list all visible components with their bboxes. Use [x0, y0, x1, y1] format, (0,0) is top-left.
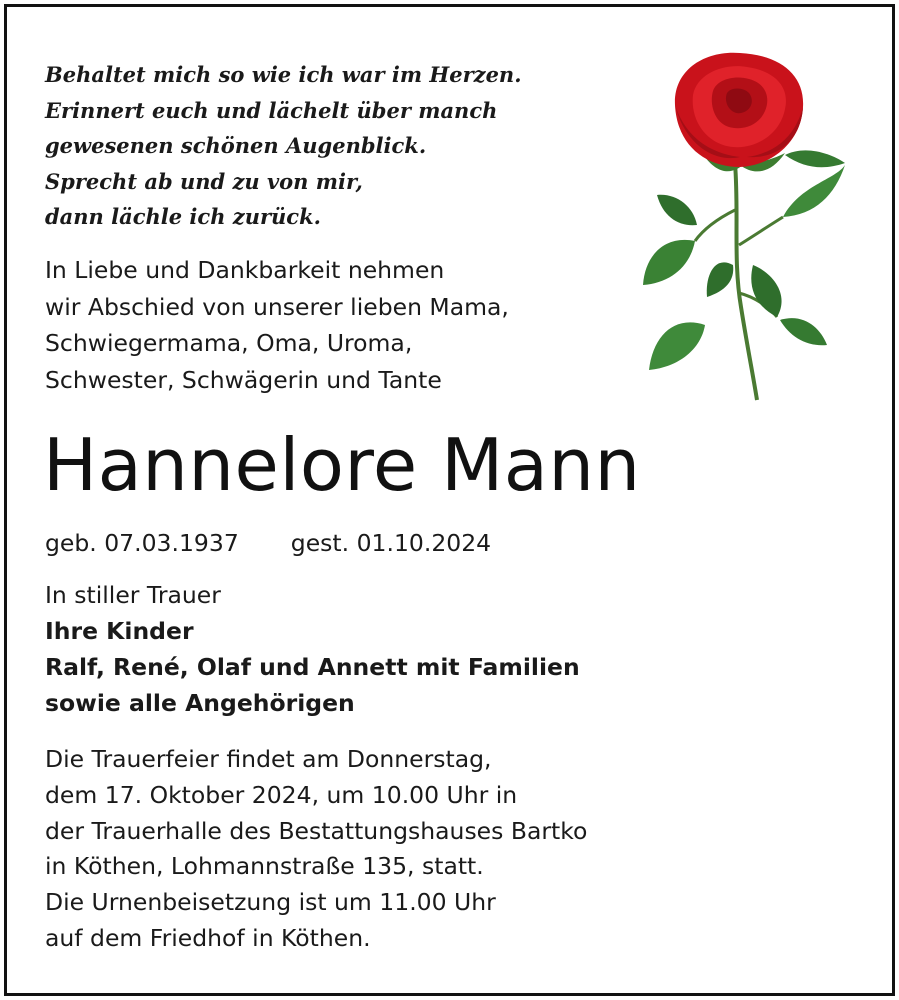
- mourner-line: sowie alle Angehörigen: [45, 689, 355, 717]
- poem-line: gewesenen schönen Augenblick.: [45, 133, 427, 158]
- life-dates: [45, 525, 491, 561]
- service-line: Die Trauerfeier findet am Donnerstag,: [45, 745, 492, 773]
- service-line: dem 17. Oktober 2024, um 10.00 Uhr in: [45, 780, 518, 809]
- poem-line: Erinnert euch und lächelt über manch: [45, 97, 498, 123]
- service-line: Die Urnenbeisetzung ist um 11.00 Uhr: [45, 888, 496, 917]
- service-line: in Köthen, Lohmannstraße 135, statt.: [45, 852, 484, 881]
- poem-line: Behaltet mich so wie ich war im Herzen.: [45, 62, 522, 87]
- memorial-poem: [45, 57, 645, 235]
- poem-line: dann lächle ich zurück.: [45, 204, 321, 229]
- mourners-block: [45, 577, 845, 721]
- intro-line: In Liebe und Dankbarkeit nehmen: [45, 256, 445, 284]
- deceased-name: Hannelore Mann: [43, 423, 641, 507]
- service-line: auf dem Friedhof in Köthen.: [45, 923, 371, 952]
- farewell-intro: [45, 252, 645, 398]
- obituary-card: [4, 4, 895, 996]
- intro-line: Schwiegermama, Oma, Uroma,: [45, 329, 413, 357]
- service-details: [45, 742, 845, 957]
- service-line: der Trauerhalle des Bestattungshauses Bartko: [45, 816, 588, 845]
- poem-line: Sprecht ab und zu von mir,: [45, 168, 363, 194]
- mourning-phrase: In stiller Trauer: [45, 581, 221, 609]
- mourner-line: Ihre Kinder: [45, 617, 194, 645]
- intro-line: Schwester, Schwägerin und Tante: [45, 365, 442, 394]
- death-date: gest. 01.10.2024: [290, 529, 492, 557]
- intro-line: wir Abschied von unserer lieben Mama,: [45, 292, 509, 321]
- red-rose-icon: [635, 45, 855, 405]
- mourner-line: Ralf, René, Olaf und Annett mit Familien: [45, 653, 580, 681]
- birth-date: geb. 07.03.1937: [45, 529, 239, 557]
